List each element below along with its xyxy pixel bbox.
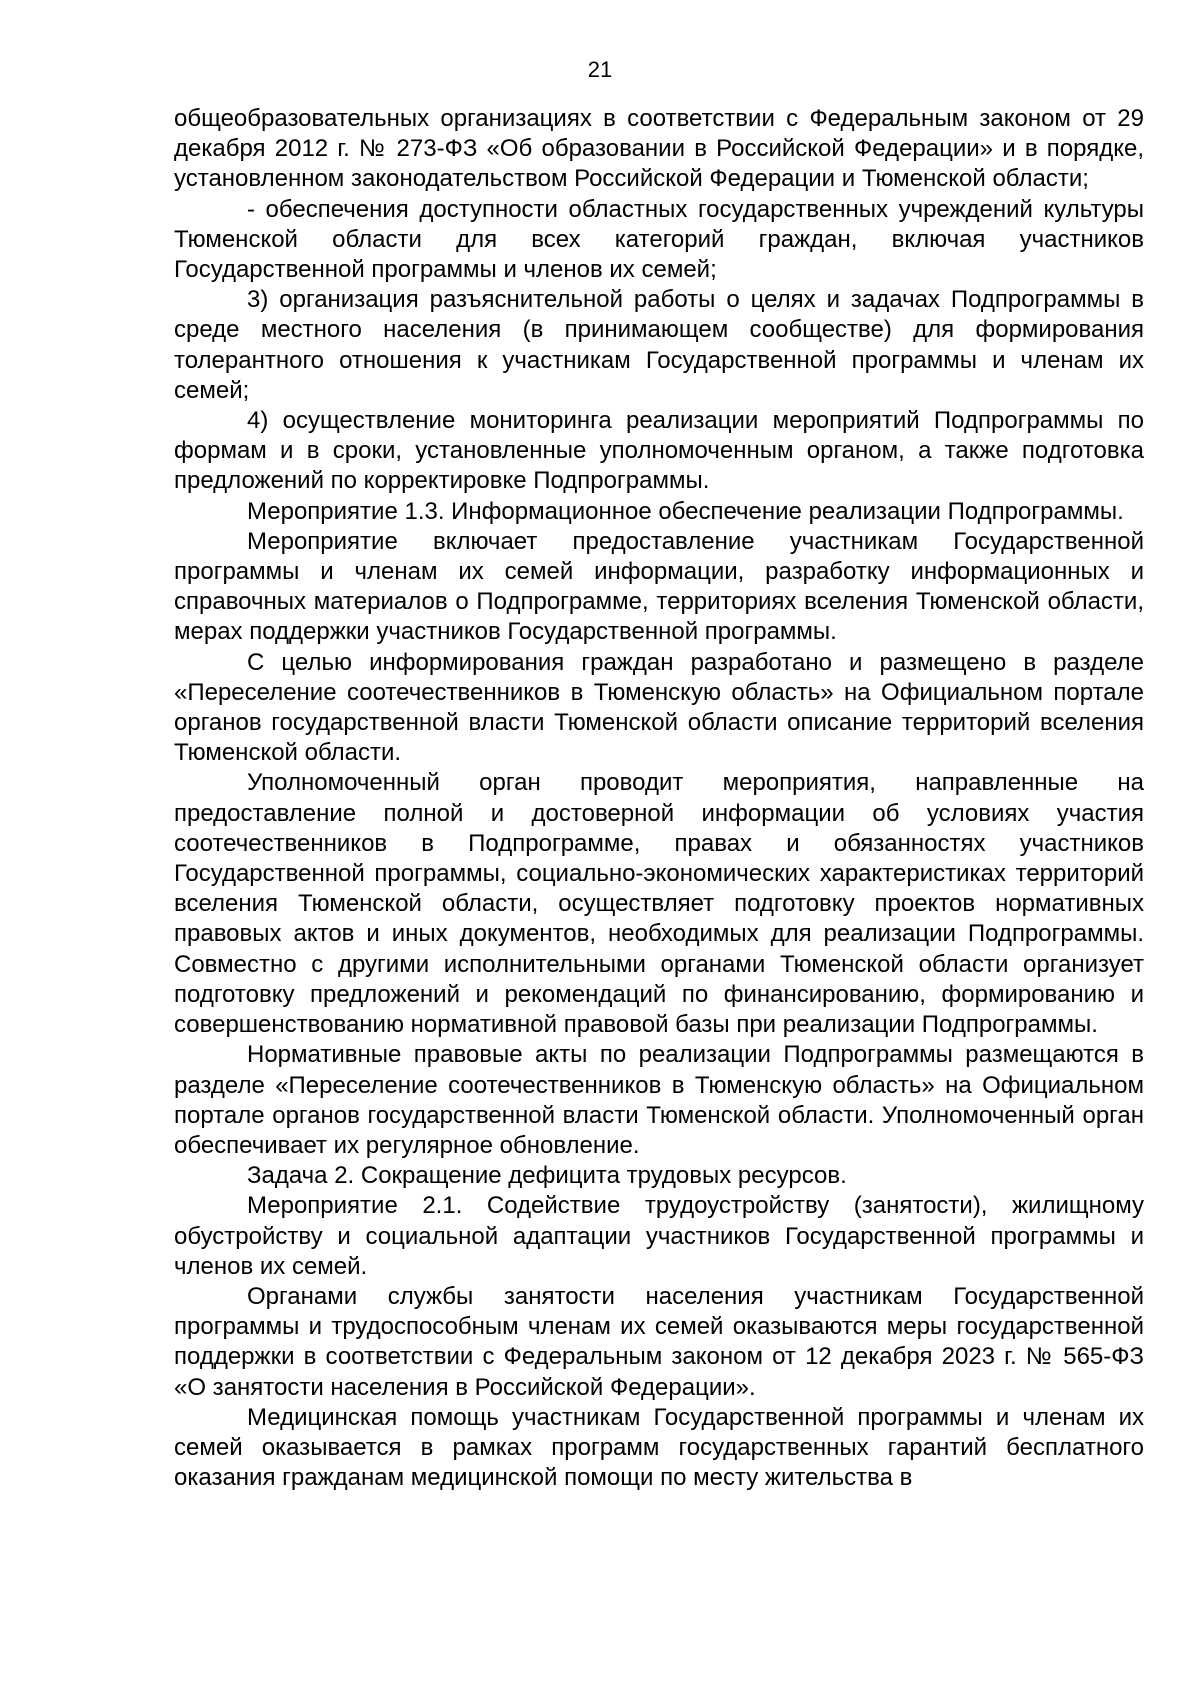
paragraph-heading: Задача 2. Сокращение дефицита трудовых ресурсов. [247, 1162, 847, 1190]
paragraph: 3) организация разъяснительной работы о целях и задачах Подпрограммы в среде местного населения (в принимающем сообществе) для формирования толерантного отношения к участникам Государственной программы и членам их семей; [174, 286, 1144, 404]
paragraph-heading: Мероприятие 1.3. Информационное обеспечение реализации Подпрограммы. [247, 497, 1124, 525]
paragraph: Нормативные правовые акты по реализации Подпрограммы размещаются в разделе «Переселение соотечественников в Тюменскую область» на Официальном портале органов государственной власти Тюменской области. Уполномоченный орган обеспечивает их регулярное обновление. [174, 1041, 1144, 1159]
paragraph: Уполномоченный орган проводит мероприятия, направленные на предоставление полной и достоверной информации об условиях участия соотечественников в Подпрограмме, правах и обязанностях участников Государственной программы, социально-экономических характеристиках территорий вселения Тюменской области, осуществляет подготовку проектов нормативных правовых актов и иных документов, необходимых для реализации Подпрограммы. Совместно с другими исполнительными органами Тюменской области организует подготовку предложений и рекомендаций по финансированию, формированию и совершенствованию нормативной правовой базы при реализации Подпрограммы. [174, 769, 1144, 1039]
paragraph: Органами службы занятости населения участникам Государственной программы и трудоспособным членам их семей оказываются меры государственной поддержки в соответствии с Федеральным законом от 12 декабря 2023 г. № 565-ФЗ «О занятости населения в Российской Федерации». [174, 1282, 1144, 1401]
paragraph: С целью информирования граждан разработано и размещено в разделе «Переселение соотечественников в Тюменскую область» на Официальном портале органов государственной власти Тюменской области описание территорий вселения Тюменской области. [174, 648, 1144, 767]
paragraph-heading: Мероприятие 2.1. Содействие трудоустройству (занятости), жилищному обустройству и социальной адаптации участников Государственной программы и членов их семей. [174, 1192, 1144, 1280]
paragraph: Мероприятие включает предоставление участникам Государственной программы и членам их семей информации, разработку информационных и справочных материалов о Подпрограмме, территориях вселения Тюменской области, мерах поддержки участников Государственной программы. [174, 527, 1144, 646]
page-number: 21 [587, 57, 613, 82]
paragraph: Медицинская помощь участникам Государственной программы и членам их семей оказывается в рамках программ государственных гарантий бесплатного оказания гражданам медицинской помощи по месту жительства в [174, 1403, 1144, 1492]
document-body [174, 104, 1144, 1493]
paragraph: общеобразовательных организациях в соответствии с Федеральным законом от 29 декабря 2012 г. № 273-ФЗ «Об образовании в Российской Федерации» и в порядке, установленном законодательством Российской Федерации и Тюменской области; [174, 105, 1144, 193]
paragraph: 4) осуществление мониторинга реализации мероприятий Подпрограммы по формам и в сроки, установленные уполномоченным органом, а также подготовка предложений по корректировке Подпрограммы. [174, 407, 1144, 495]
paragraph: - обеспечения доступности областных государственных учреждений культуры Тюменской области для всех категорий граждан, включая участников Государственной программы и членов их семей; [174, 195, 1144, 284]
